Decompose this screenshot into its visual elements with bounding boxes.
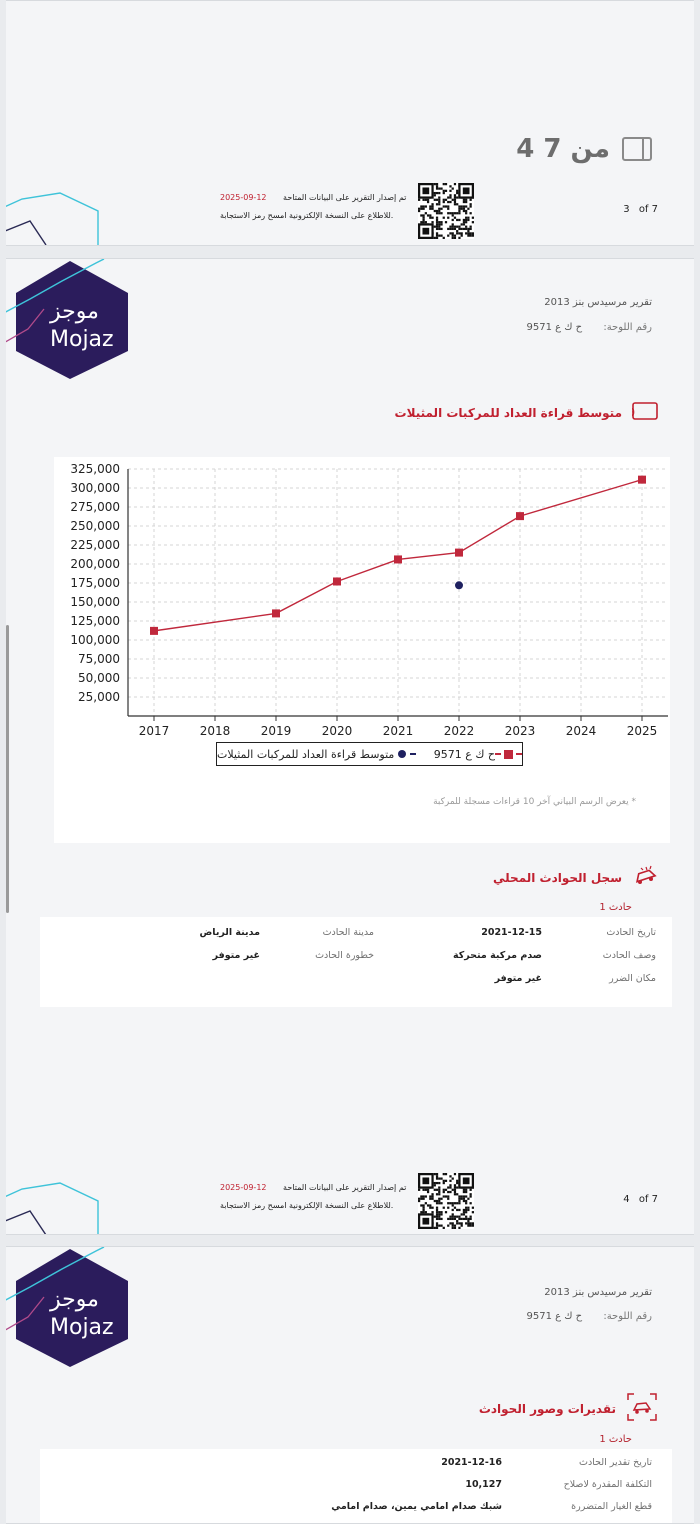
y-tick-label: 300,000: [70, 481, 120, 495]
x-tick-label: 2018: [199, 724, 231, 738]
odometer-section-title: [395, 402, 658, 423]
legend-average-line: [410, 753, 416, 755]
legend-vehicle-line-2: [516, 753, 522, 755]
field-value-date: 2021-12-15: [481, 927, 542, 938]
plate-value: ح ك ع 9571: [526, 1311, 583, 1322]
field-label-severity: خطورة الحادث: [315, 950, 374, 961]
report-page-5: [6, 1246, 694, 1524]
local-accidents-title: [493, 865, 658, 890]
footer-issued-text: تم إصدار التقرير على البيانات المتاحة: [283, 1183, 407, 1192]
legend-item-average: [217, 748, 416, 761]
field-label-city: مدينة الحادث: [322, 927, 374, 938]
y-tick-label: 200,000: [70, 557, 120, 571]
field-value-damaged-parts: شبك صدام امامي يمين، صدام امامي: [331, 1501, 502, 1512]
odometer-icon: [632, 402, 658, 423]
x-tick-label: 2023: [504, 724, 536, 738]
footer-issued-text: تم إصدار التقرير على البيانات المتاحة: [283, 193, 407, 202]
x-tick-label: 2025: [626, 724, 658, 738]
logo-name-en: Mojaz: [50, 327, 114, 352]
field-label-date: تاريخ الحادث: [606, 927, 656, 938]
y-tick-label: 50,000: [78, 671, 120, 685]
field-value-description: صدم مركبة متحركة: [452, 950, 542, 961]
x-tick-label: 2017: [138, 724, 170, 738]
field-value-city: مدينة الرياض: [199, 927, 260, 938]
legend-average-text: متوسط قراءة العداد للمركبات المثيلات: [217, 747, 395, 761]
y-tick-label: 100,000: [70, 633, 120, 647]
footer-issued-date: 2025-09-12: [220, 1183, 267, 1192]
y-tick-label: 125,000: [70, 614, 120, 628]
footer-issued-date: 2025-09-12: [220, 193, 267, 202]
incident-label: حادث 1: [599, 1434, 632, 1445]
data-point-vehicle: [394, 555, 402, 563]
qr-code[interactable]: [418, 183, 474, 239]
scrollbar-thumb[interactable]: [6, 625, 9, 913]
legend-vehicle-marker: [504, 750, 513, 759]
x-tick-label: 2022: [443, 724, 475, 738]
field-value-severity: غير متوفر: [212, 950, 260, 961]
data-point-vehicle: [516, 512, 524, 520]
estimates-title-text: تقديرات وصور الحوادث: [478, 1401, 616, 1416]
field-label-cost: التكلفة المقدرة لاصلاح: [563, 1479, 652, 1490]
field-label-estimate-date: تاريخ تقدير الحادث: [579, 1457, 652, 1468]
y-tick-label: 75,000: [78, 652, 120, 666]
field-value-estimate-date: 2021-12-16: [441, 1457, 502, 1468]
incident-label: حادث 1: [599, 902, 632, 913]
odometer-title-text: متوسط قراءة العداد للمركبات المثيلات: [394, 405, 622, 420]
plate-label: رقم اللوحة:: [603, 322, 652, 333]
y-tick-label: 325,000: [70, 462, 120, 476]
legend-vehicle-text: ح ك ع 9571: [433, 747, 495, 761]
y-tick-label: 275,000: [70, 500, 120, 514]
report-title: تقرير مرسيدس بنز 2013: [544, 1287, 652, 1298]
y-tick-label: 150,000: [70, 595, 120, 609]
field-label-description: وصف الحادث: [602, 950, 656, 961]
plate-value: ح ك ع 9571: [526, 322, 583, 333]
footer-page-current: 3: [623, 204, 630, 215]
local-accident-card: [40, 917, 672, 1007]
footer-page-total: of 7: [638, 1194, 658, 1205]
field-value-cost: 10,127: [465, 1479, 502, 1490]
plate-number: [526, 322, 652, 333]
x-tick-label: 2024: [565, 724, 597, 738]
data-point-vehicle: [455, 549, 463, 557]
page-footer-4: [6, 1171, 694, 1235]
book-pages-icon: [622, 137, 652, 161]
footer-scan-text: للاطلاع على النسخة الإلكترونية امسح رمز الاستجابة.: [220, 211, 394, 220]
mojaz-logo: [6, 1247, 132, 1369]
data-point-vehicle: [333, 577, 341, 585]
car-crash-icon: [632, 865, 658, 890]
x-tick-label: 2020: [321, 724, 353, 738]
x-tick-label: 2021: [382, 724, 414, 738]
y-tick-label: 225,000: [70, 538, 120, 552]
local-accidents-title-text: سجل الحوادث المحلي: [493, 870, 622, 885]
footer-decoration-icon: [6, 181, 110, 245]
data-point-average: [455, 581, 463, 589]
data-point-vehicle: [150, 627, 158, 635]
plate-number: [526, 1311, 652, 1322]
field-value-damage-location: غير متوفر: [494, 973, 542, 984]
page-indicator-text: 4 من 7: [516, 134, 610, 164]
chart-legend: [216, 742, 523, 766]
footer-scan-text: للاطلاع على النسخة الإلكترونية امسح رمز الاستجابة.: [220, 1201, 394, 1210]
odometer-icon-digits: [632, 406, 635, 419]
report-title: تقرير مرسيدس بنز 2013: [544, 297, 652, 308]
estimate-card: [40, 1449, 672, 1524]
mojaz-logo: [6, 259, 132, 381]
x-tick-label: 2019: [260, 724, 292, 738]
y-tick-label: 175,000: [70, 576, 120, 590]
page-footer: [6, 181, 694, 245]
data-point-vehicle: [272, 609, 280, 617]
chart-note: * يعرض الرسم البياني آخر 10 قراءات مسجلة للمركبة: [433, 797, 636, 807]
data-point-vehicle: [638, 476, 646, 484]
qr-code[interactable]: [418, 1173, 474, 1229]
logo-name-ar: موجز: [50, 299, 99, 324]
footer-issued: [220, 1183, 406, 1192]
legend-vehicle-line: [495, 753, 501, 755]
field-label-damaged-parts: قطع الغيار المتضررة: [571, 1501, 652, 1512]
legend-average-marker: [398, 750, 406, 758]
footer-page-number: [617, 1194, 658, 1205]
footer-issued: [220, 193, 406, 202]
logo-name-en: Mojaz: [50, 1315, 114, 1340]
plate-label: رقم اللوحة:: [603, 1311, 652, 1322]
footer-page-number: [617, 204, 658, 215]
y-tick-label: 250,000: [70, 519, 120, 533]
report-page-3: [6, 0, 694, 246]
estimates-title: [479, 1392, 658, 1425]
footer-page-total: of 7: [638, 204, 658, 215]
report-page-4: [6, 258, 694, 1235]
page-indicator[interactable]: [516, 134, 652, 164]
odometer-chart: [54, 457, 670, 747]
footer-page-current: 4: [623, 1194, 630, 1205]
odometer-chart-card: [54, 457, 670, 843]
logo-name-ar: موجز: [50, 1287, 99, 1312]
field-label-damage-location: مكان الضرر: [609, 973, 656, 984]
legend-item-vehicle: [434, 748, 522, 761]
footer-decoration-icon: [6, 1171, 110, 1235]
car-crash-photo-icon: [626, 1392, 658, 1425]
y-tick-label: 25,000: [78, 690, 120, 704]
